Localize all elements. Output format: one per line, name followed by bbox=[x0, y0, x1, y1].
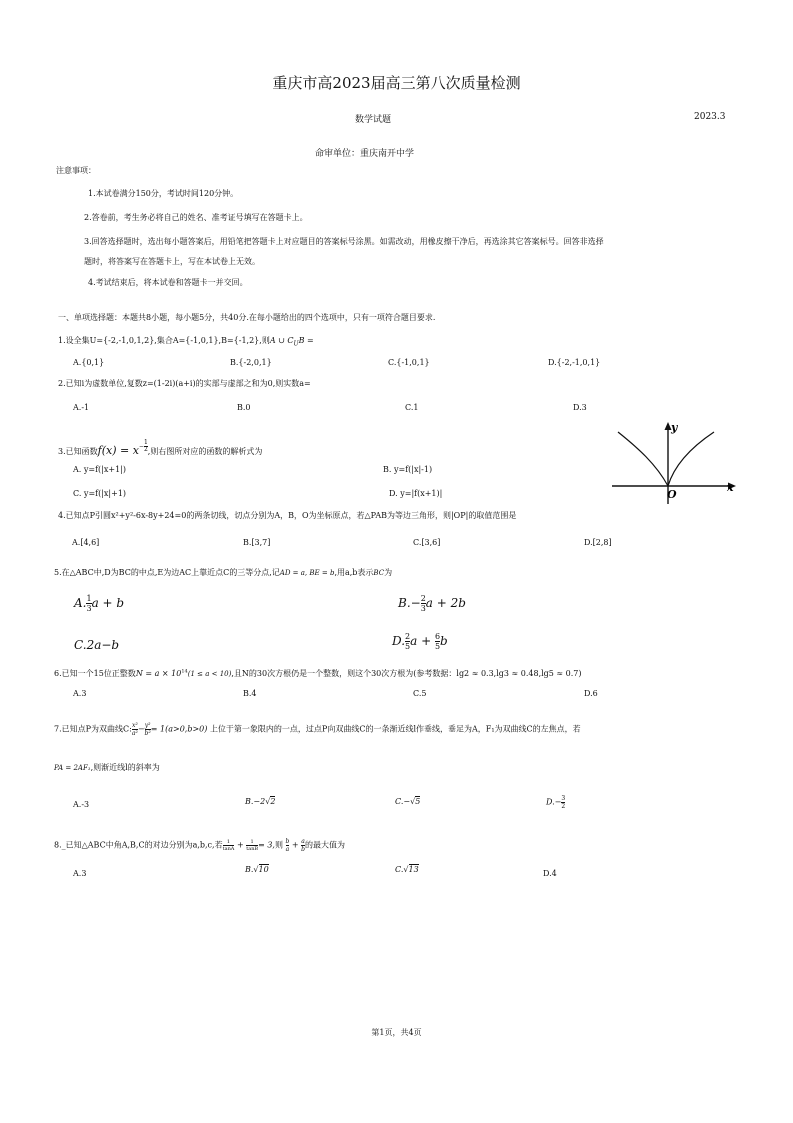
q3-option-b: B. y=f(|x|-1) bbox=[383, 465, 433, 474]
y-axis-label: y bbox=[671, 421, 678, 434]
q8-option-d: D.4 bbox=[543, 869, 557, 878]
q4-option-d: D.[2,8] bbox=[584, 538, 612, 547]
question-8-stem: 8._已知△ABC中角A,B,C的对边分别为a,b,c,若 $\frac{1}{\tan A}$ + $\frac{1}{\tan B}$ = 3,则 $\frac{b}{a}$ + $\frac{a}{b}$ 的最大值为 bbox=[54, 838, 346, 853]
question-1-stem: 1.设全集U={-2,-1,0,1,2},集合A={-1,0,1},B={-1,2},则A ∪ $C_UB$ = bbox=[58, 336, 314, 348]
question-7-stem: 7.已知点P为双曲线C: $\frac{\text{x²}}{\text{a²}}$ − $\frac{\text{y²}}{\text{b²}}$ = 1(a>0,b>0) 上位于第一象限内的一点，过点P向双曲线C的一条渐近线l作垂线，垂足为A，F₁为双曲线C的左焦点，若 bbox=[54, 722, 581, 737]
page-footer: 第1页，共4页 bbox=[371, 1028, 422, 1037]
section-heading: 一、单项选择题：本题共8小题，每小题5分，共40分.在每小题给出的四个选项中，只有一项符合题目要求. bbox=[58, 313, 436, 322]
q8-option-b: B.√10 bbox=[245, 865, 269, 874]
q6-option-a: A.3 bbox=[73, 689, 87, 698]
q7-option-c: C.−√5 bbox=[395, 797, 421, 806]
q3-option-d: D. y=|f(x+1)| bbox=[389, 489, 443, 498]
q4-option-b: B.[3,7] bbox=[243, 538, 271, 547]
q5-option-d: D. $\frac{2}{5}$ a + $\frac{6}{5}$ b bbox=[392, 632, 448, 651]
question-3-stem: 3.已知函数$f(x) = x^{- \frac{1}{2}}$ ,则右图所对应的函数的解析式为 bbox=[58, 439, 263, 457]
question-7-line2: PA = 2AF₁,则渐近线l的斜率为 bbox=[54, 763, 160, 772]
q7-option-a: A.-3 bbox=[73, 800, 90, 809]
q4-option-c: C.[3,6] bbox=[413, 538, 441, 547]
x-axis-label: x bbox=[727, 481, 734, 494]
question-4-stem: 4.已知点P引圆x²+y²-6x-8y+24=0的两条切线，切点分别为A，B，O为坐标原点，若△PAB为等边三角形，则|OP|的取值范围是 bbox=[58, 511, 517, 520]
note-item: 3.回答选择题时，选出每小题答案后，用铅笔把答题卡上对应题目的答案标号涂黑。如需改动，用橡皮擦干净后，再选涂其它答案标号。回答非选择 bbox=[84, 237, 604, 246]
q2-option-a: A.-1 bbox=[73, 403, 90, 412]
q6-option-c: C.5 bbox=[413, 689, 427, 698]
note-item: 2.答卷前，考生务必将自己的姓名、准考证号填写在答题卡上。 bbox=[84, 213, 308, 222]
q4-option-a: A.[4,6] bbox=[72, 538, 100, 547]
origin-label: O bbox=[667, 488, 677, 501]
q3-option-a: A. y=f(|x+1|) bbox=[73, 465, 126, 474]
question-5-stem: 5.在△ABC中,D为BC的中点,E为边AC上靠近点C的三等分点,记AD = a, BE = b,用a,b表示BC为 bbox=[54, 568, 393, 577]
q5-option-c: C.2a−b bbox=[74, 638, 120, 652]
q1-option-c: C.{-1,0,1} bbox=[388, 358, 430, 367]
note-item: 1.本试卷满分150分，考试时间120分钟。 bbox=[88, 189, 239, 198]
q8-option-c: C.√13 bbox=[395, 865, 419, 874]
q3-function-graph bbox=[604, 418, 744, 510]
graph-left-branch bbox=[618, 432, 668, 486]
page-title: 重庆市高2023届高三第八次质量检测 bbox=[272, 74, 521, 92]
q3-option-c: C. y=f(|x|+1) bbox=[73, 489, 127, 498]
question-6-stem: 6.已知一个15位正整数$N = a \times 10^{14}(1 \le a < 10)$,且N的30次方根仍是一个整数，则这个30次方根为(参考数据：lg2 ≈ 0.3,lg3 ≈ 0.48,lg5 ≈ 0.7) bbox=[54, 668, 582, 678]
q7-option-d: D.− $\frac{3}{2}$ bbox=[546, 795, 566, 810]
q8-option-a: A.3 bbox=[73, 869, 87, 878]
q5-option-b: B.− $\frac{2}{3}$ a + 2b bbox=[398, 594, 466, 613]
q1-option-d: D.{-2,-1,0,1} bbox=[548, 358, 601, 367]
q2-option-b: B.0 bbox=[237, 403, 251, 412]
q7-option-b: B.−2√2 bbox=[245, 797, 276, 806]
q1-option-b: B.{-2,0,1} bbox=[230, 358, 272, 367]
q2-option-d: D.3 bbox=[573, 403, 587, 412]
exam-date: 2023.3 bbox=[694, 112, 726, 122]
notes-heading: 注意事项： bbox=[56, 166, 96, 175]
q6-option-d: D.6 bbox=[584, 689, 598, 698]
note-item: 4.考试结束后，将本试卷和答题卡一并交回。 bbox=[88, 278, 248, 287]
q1-option-a: A.{0,1} bbox=[73, 358, 105, 367]
q2-option-c: C.1 bbox=[405, 403, 419, 412]
note-item: 题时，将答案写在答题卡上，写在本试卷上无效。 bbox=[84, 257, 260, 266]
question-2-stem: 2.已知i为虚数单位,复数z=(1-2i)(a+i)的实部与虚部之和为0,则实数a= bbox=[58, 379, 311, 388]
setter-label: 命审单位：重庆南开中学 bbox=[315, 149, 415, 159]
subject-label: 数学试题 bbox=[355, 115, 392, 125]
graph-right-branch bbox=[668, 432, 714, 486]
q5-option-a: A. $\frac{1}{3}$ a + b bbox=[74, 594, 125, 613]
q6-option-b: B.4 bbox=[243, 689, 257, 698]
